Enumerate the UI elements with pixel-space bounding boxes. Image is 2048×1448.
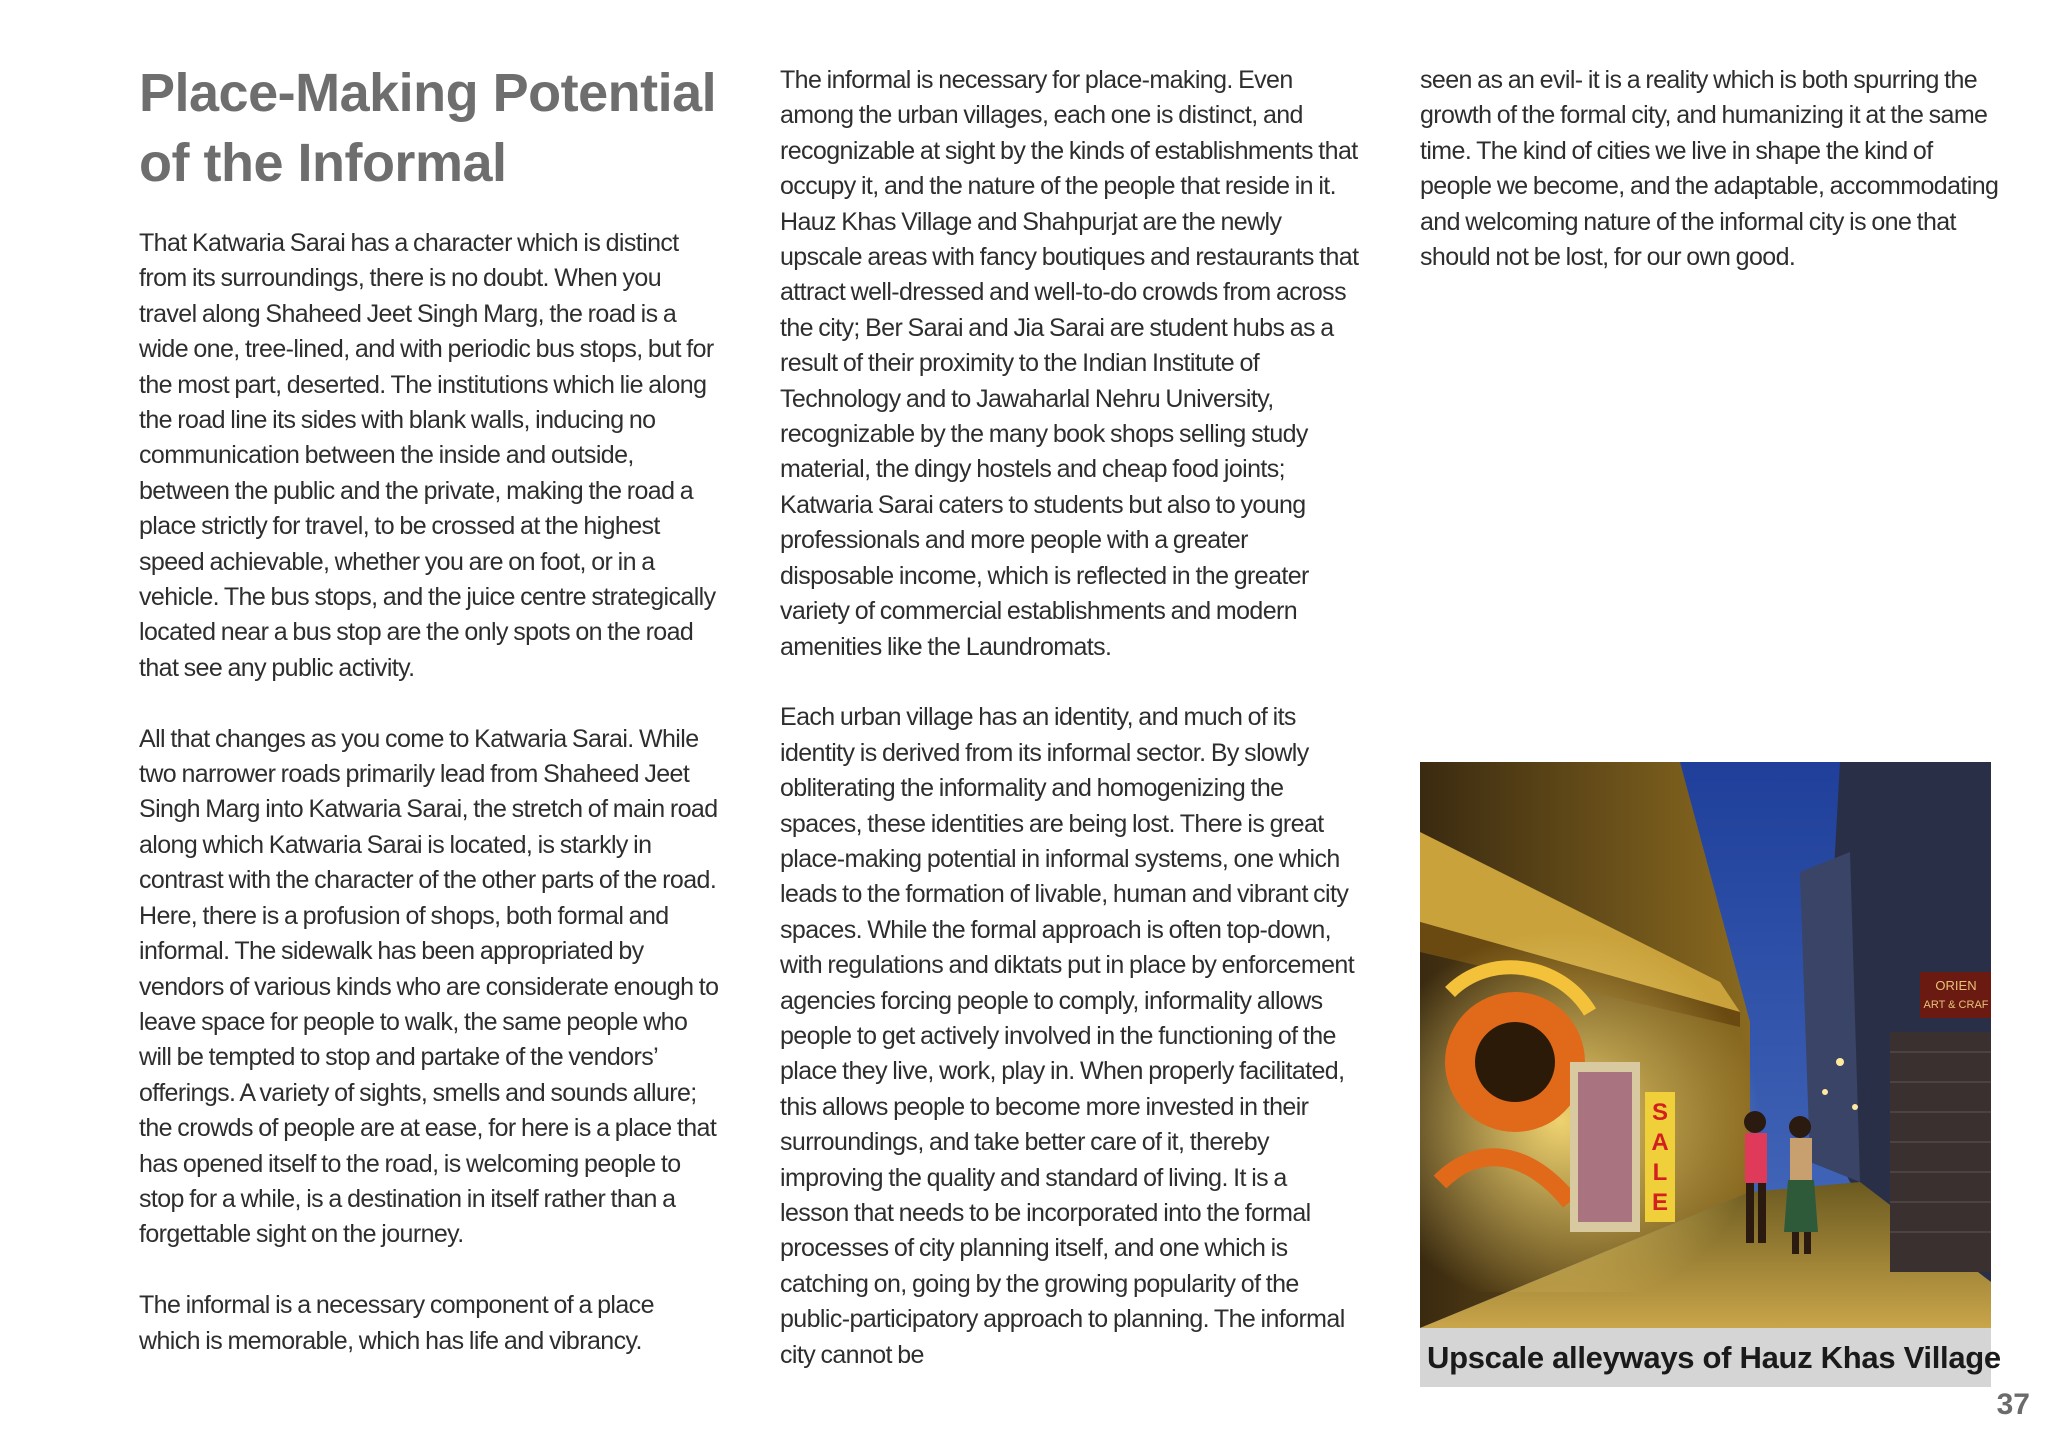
shop-sign-text: ORIEN bbox=[1935, 978, 1977, 993]
figure bbox=[1420, 762, 2001, 1387]
paragraph: Each urban village has an identity, and much of its identity is derived from its informal sector. By slowly obliterating the informality and homogenizing the spaces, these identities are being lost. There is great place-making potential in informal systems, one which leads to the formation of livable, human and vibrant city spaces. While the formal approach is often top-down, with regulations and diktats put in place by enforcement agencies forcing people to comply, informality allows people to get actively involved in the functioning of the place they live, work, play in. When properly facilitated, this allows people to become more invested in their surroundings, and take better care of it, thereby improving the quality and standard of living. It is a lesson that needs to be incorporated into the formal processes of city planning itself, and one which is catching on, going by the growing popularity of the public-participatory approach to planning. The informal city cannot be bbox=[780, 703, 1355, 1369]
sale-sign-letter: L bbox=[1652, 1159, 1668, 1186]
paragraph: The informal is a necessary component of a place which is memorable, which has life and vibrancy. bbox=[139, 1291, 654, 1355]
text-column-1 bbox=[139, 226, 719, 1359]
alley-photo bbox=[1420, 762, 1991, 1328]
paragraph: The informal is necessary for place-making. Even among the urban villages, each one is distinct, and recognizable at sight by the kinds of establishments that occupy it, and the nature of the people that reside in it. Hauz Khas Village and Shahpurjat are the newly upscale areas with fancy boutiques and restaurants that attract well-dressed and well-to-do crowds from across the city; Ber Sarai and Jia Sarai are student hubs as a result of their proximity to the Indian Institute of Technology and to Jawaharlal Nehru University, recognizable by the many book shops selling study material, the dingy hostels and cheap food joints; Katwaria Sarai caters to students but also to young professionals and more people with a greater disposable income, which is reflected in the greater variety of commercial establishments and modern amenities like the Laundromats. bbox=[780, 66, 1359, 661]
page-title: Place-Making Potential of the Informal bbox=[139, 63, 717, 193]
sale-sign-letter: A bbox=[1651, 1129, 1669, 1156]
paragraph: All that changes as you come to Katwaria Sarai. While two narrower roads primarily lead from Shaheed Jeet Singh Marg into Katwaria Sarai, the stretch of main road along which Katwaria Sarai is located, is starkly in contrast with the character of the other parts of the road. Here, there is a profusion of shops, both formal and informal. The sidewalk has been appropriated by vendors of various kinds who are considerate enough to leave space for people to walk, the same people who will be tempted to stop and partake of the vendors’ offerings. A variety of sights, smells and sounds allure; the crowds of people are at ease, for here is a place that has opened itself to the road, is welcoming people to stop for a while, is a destination in itself rather than a forgettable sight on the journey. bbox=[139, 724, 719, 1249]
page-number: 37 bbox=[1996, 1388, 2030, 1421]
text-column-2 bbox=[780, 63, 1360, 1373]
shop-sign-text: ART & CRAF bbox=[1923, 999, 1989, 1011]
paragraph: That Katwaria Sarai has a character which is distinct from its surroundings, there is no doubt. When you travel along Shaheed Jeet Singh Marg, the road is a wide one, tree-lined, and with periodic bus stops, but for the most part, deserted. The institutions which lie along the road line its sides with blank walls, inducing no communication between the inside and outside, between the public and the private, making the road a place strictly for travel, to be crossed at the highest speed achievable, whether you are on foot, or in a vehicle. The bus stops, and the juice centre strategically located near a bus stop are the only spots on the road that see any public activity. bbox=[139, 229, 716, 682]
figure-caption: Upscale alleyways of Hauz Khas Village bbox=[1420, 1328, 1991, 1387]
paragraph: seen as an evil- it is a reality which is both spurring the growth of the formal city, and humanizing it at the same time. The kind of cities we live in shape the kind of people we become, and the adaptable, accommodating and welcoming nature of the informal city is one that should not be lost, for our own good. bbox=[1420, 66, 1999, 272]
alley-photo-illustration bbox=[1420, 762, 1991, 1328]
sale-sign-letter: E bbox=[1651, 1189, 1669, 1216]
text-column-3 bbox=[1420, 63, 2000, 275]
sale-sign-letter: S bbox=[1651, 1099, 1669, 1126]
